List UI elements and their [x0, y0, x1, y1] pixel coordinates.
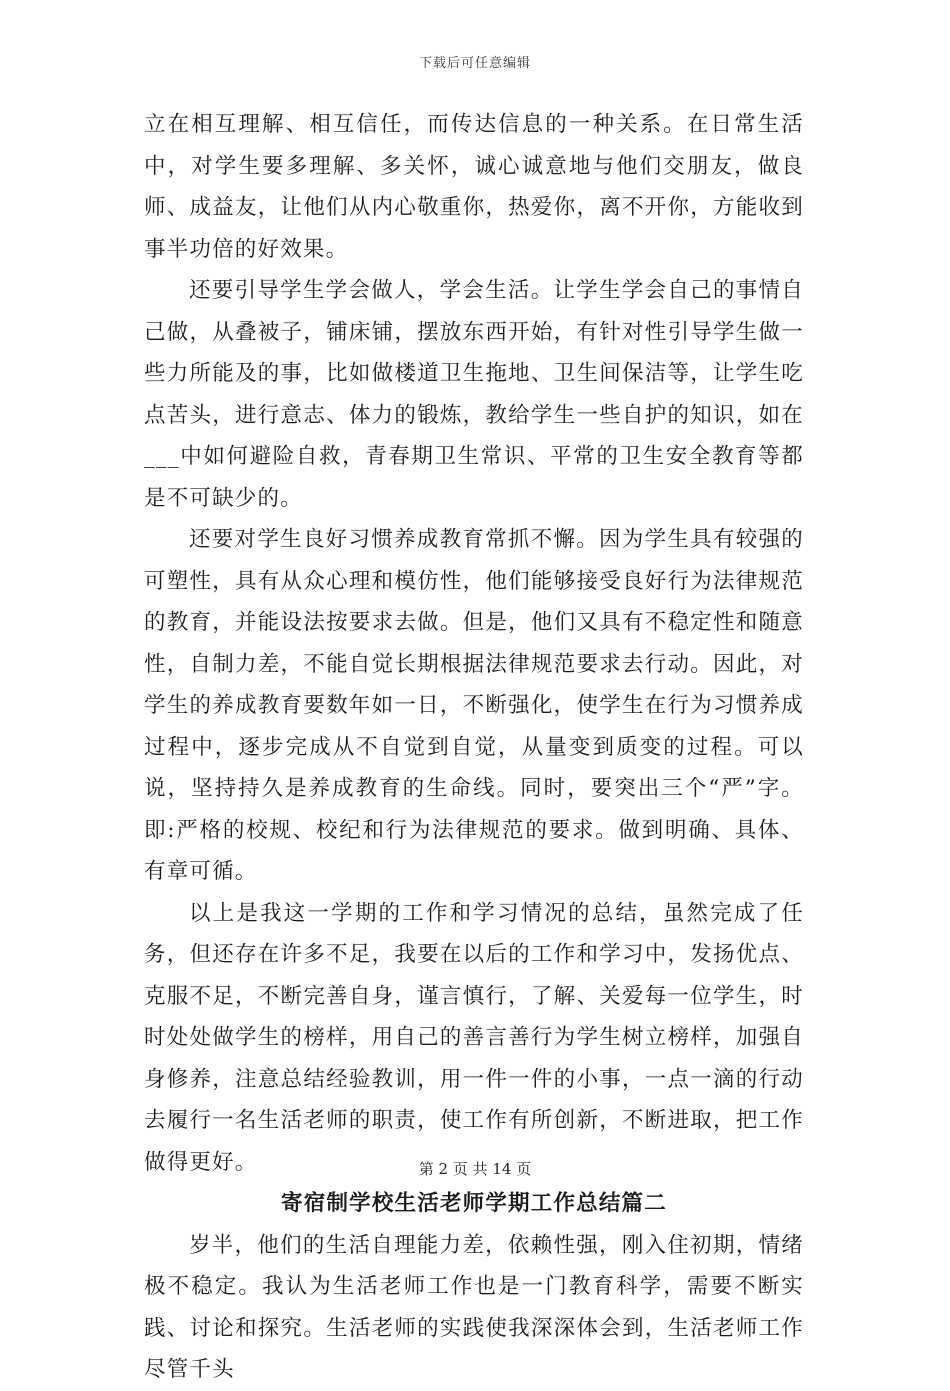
paragraph-2: 还要引导学生学会做人，学会生活。让学生学会自己的事情自己做，从叠被子，铺床铺，摆放东西开始，有针对性引导学生做一些力所能及的事，比如做楼道卫生拖地、卫生间保洁等，让学生吃点苦头，进行意志、体力的锻炼，教给学生一些自护的知识，如在___中如何避险自救，青春期卫生常识、平常的卫生安全教育等都是不可缺少的。	[144, 278, 804, 511]
page-footer: 第 2 页 共 14 页	[418, 1160, 532, 1178]
paragraph-4: 以上是我这一学期的工作和学习情况的总结，虽然完成了任务，但还存在许多不足，我要在以后的工作和学习中，发扬优点、克服不足，不断完善自身，谨言慎行，了解、关爱每一位学生，时时处处做学生的榜样，用自己的善言善行为学生树立榜样，加强自身修养，注意总结经验教训，用一件一件的小事，一点一滴的行动去履行一名生活老师的职责，使工作有所创新，不断进取，把工作做得更好。	[144, 900, 804, 1175]
paragraph-1: 立在相互理解、相互信任，而传达信息的一种关系。在日常生活中，对学生要多理解、多关怀，诚心诚意地与他们交朋友，做良师、成益友，让他们从内心敬重你，热爱你，离不开你，方能收到事半功倍的好效果。	[144, 112, 804, 262]
section-paragraph: 岁半，他们的生活自理能力差，依赖性强，刚入住初期，情绪极不稳定。我认为生活老师工作也是一门教育科学，需要不断实践、讨论和探究。生活老师的实践使我深深体会到，生活老师工作尽管千头	[144, 1232, 804, 1382]
section-title: 寄宿制学校生活老师学期工作总结篇二	[281, 1191, 667, 1216]
page-header: 下载后可任意编辑	[418, 56, 531, 71]
paragraph-3: 还要对学生良好习惯养成教育常抓不懈。因为学生具有较强的可塑性，具有从众心理和模仿性，他们能够接受良好行为法律规范的教育，并能设法按要求去做。但是，他们又具有不稳定性和随意性，自制力差，不能自觉长期根据法律规范要求去行动。因此，对学生的养成教育要数年如一日，不断强化，使学生在行为习惯养成过程中，逐步完成从不自觉到自觉，从量变到质变的过程。可以说，坚持持久是养成教育的生命线。同时，要突出三个“严”字。即:严格的校规、校纪和行为法律规范的要求。做到明确、具体、有章可循。	[144, 527, 804, 884]
document-body	[144, 104, 804, 1391]
